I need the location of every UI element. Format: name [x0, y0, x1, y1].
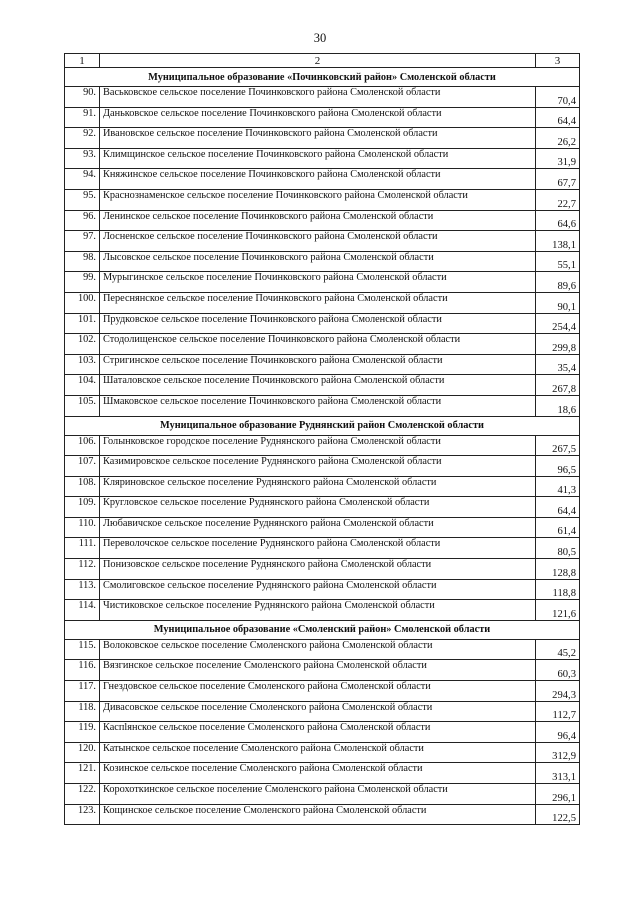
row-number: 97. [65, 231, 100, 252]
settlement-name: Кругловское сельское поселение Руднянского района Смоленской области [100, 497, 536, 518]
row-number: 94. [65, 169, 100, 190]
table-row [65, 456, 580, 477]
section-title: Муниципальное образование «Смоленский район» Смоленской области [65, 620, 580, 639]
table-row [65, 784, 580, 805]
row-value: 254,4 [536, 313, 580, 334]
table-row [65, 272, 580, 293]
section-title: Муниципальное образование «Починковский район» Смоленской области [65, 68, 580, 87]
row-value: 294,3 [536, 681, 580, 702]
row-value: 90,1 [536, 292, 580, 313]
row-value: 96,4 [536, 722, 580, 743]
section-header-row [65, 68, 580, 87]
row-number: 123. [65, 804, 100, 825]
table-row [65, 292, 580, 313]
row-value: 118,8 [536, 579, 580, 600]
table-row [65, 87, 580, 108]
settlement-name: Катынское сельское поселение Смоленского района Смоленской области [100, 742, 536, 763]
table-row [65, 722, 580, 743]
settlement-name: Лосненское сельское поселение Починковского района Смоленской области [100, 231, 536, 252]
row-value: 60,3 [536, 660, 580, 681]
settlement-name: Ленинское сельское поселение Починковского района Смоленской области [100, 210, 536, 231]
row-value: 64,4 [536, 107, 580, 128]
table-row [65, 107, 580, 128]
row-number: 92. [65, 128, 100, 149]
settlement-name: Шаталовское сельское поселение Починковского района Смоленской области [100, 375, 536, 396]
row-value: 31,9 [536, 148, 580, 169]
table-row [65, 476, 580, 497]
table-row [65, 600, 580, 621]
row-value: 299,8 [536, 334, 580, 355]
table-row [65, 435, 580, 456]
table-row [65, 763, 580, 784]
row-value: 89,6 [536, 272, 580, 293]
table-row [65, 681, 580, 702]
table-row [65, 231, 580, 252]
row-number: 105. [65, 395, 100, 416]
row-number: 96. [65, 210, 100, 231]
row-value: 70,4 [536, 87, 580, 108]
settlement-name: Прудковское сельское поселение Починковского района Смоленской области [100, 313, 536, 334]
row-value: 55,1 [536, 251, 580, 272]
row-number: 114. [65, 600, 100, 621]
settlement-name: Стригинское сельское поселение Починковского района Смоленской области [100, 354, 536, 375]
row-value: 64,4 [536, 497, 580, 518]
table-row [65, 128, 580, 149]
section-header-row [65, 620, 580, 639]
row-value: 64,6 [536, 210, 580, 231]
table-row [65, 148, 580, 169]
table-row [65, 701, 580, 722]
row-value: 138,1 [536, 231, 580, 252]
row-number: 116. [65, 660, 100, 681]
row-value: 22,7 [536, 189, 580, 210]
row-number: 113. [65, 579, 100, 600]
page-number: 30 [313, 31, 327, 45]
settlement-name: Вязгинское сельское поселение Смоленского района Смоленской области [100, 660, 536, 681]
column-header-1: 1 [65, 54, 100, 68]
table-row [65, 497, 580, 518]
table-row [65, 660, 580, 681]
row-number: 121. [65, 763, 100, 784]
table-row [65, 538, 580, 559]
row-number: 110. [65, 517, 100, 538]
settlement-name: Чистиковское сельское поселение Руднянского района Смоленской области [100, 600, 536, 621]
row-value: 313,1 [536, 763, 580, 784]
row-number: 90. [65, 87, 100, 108]
row-number: 118. [65, 701, 100, 722]
row-number: 112. [65, 559, 100, 580]
row-number: 115. [65, 639, 100, 660]
settlement-name: Голынковское городское поселение Руднянского района Смоленской области [100, 435, 536, 456]
row-value: 122,5 [536, 804, 580, 825]
row-number: 95. [65, 189, 100, 210]
section-title: Муниципальное образование Руднянский район Смоленской области [65, 416, 580, 435]
table-row [65, 210, 580, 231]
column-header-3: 3 [536, 54, 580, 68]
row-value: 128,8 [536, 559, 580, 580]
settlement-name: Понизовское сельское поселение Руднянского района Смоленской области [100, 559, 536, 580]
row-value: 67,7 [536, 169, 580, 190]
settlement-name: Лысовское сельское поселение Починковского района Смоленской области [100, 251, 536, 272]
row-value: 112,7 [536, 701, 580, 722]
row-number: 120. [65, 742, 100, 763]
settlement-name: Васьковское сельское поселение Починковского района Смоленской области [100, 87, 536, 108]
row-number: 101. [65, 313, 100, 334]
table-row [65, 517, 580, 538]
row-value: 296,1 [536, 784, 580, 805]
table-row [65, 395, 580, 416]
row-number: 98. [65, 251, 100, 272]
settlement-name: Кляриновское сельское поселение Руднянского района Смоленской области [100, 476, 536, 497]
table-row [65, 313, 580, 334]
row-value: 18,6 [536, 395, 580, 416]
settlement-name: Переволочское сельское поселение Руднянского района Смоленской области [100, 538, 536, 559]
table-row [65, 251, 580, 272]
settlement-name: Стодолищенское сельское поселение Починковского района Смоленской области [100, 334, 536, 355]
row-number: 109. [65, 497, 100, 518]
table-row [65, 559, 580, 580]
row-number: 93. [65, 148, 100, 169]
row-value: 41,3 [536, 476, 580, 497]
table-body [65, 54, 580, 825]
row-number: 108. [65, 476, 100, 497]
row-number: 122. [65, 784, 100, 805]
table-row [65, 579, 580, 600]
settlement-name: Княжинское сельское поселение Починковского района Смоленской области [100, 169, 536, 190]
row-value: 312,9 [536, 742, 580, 763]
settlement-name: Козинское сельское поселение Смоленского района Смоленской области [100, 763, 536, 784]
row-value: 80,5 [536, 538, 580, 559]
settlement-name: Корохоткинское сельское поселение Смоленского района Смоленской области [100, 784, 536, 805]
table-row [65, 639, 580, 660]
row-number: 103. [65, 354, 100, 375]
row-value: 61,4 [536, 517, 580, 538]
row-value: 45,2 [536, 639, 580, 660]
table-row [65, 189, 580, 210]
row-value: 96,5 [536, 456, 580, 477]
settlement-name: Переснянское сельское поселение Починковского района Смоленской области [100, 292, 536, 313]
settlement-name: Климщинское сельское поселение Починковского района Смоленской области [100, 148, 536, 169]
settlement-name: Каспlянское сельское поселение Смоленского района Смоленской области [100, 722, 536, 743]
row-number: 104. [65, 375, 100, 396]
settlement-name: Дивасовское сельское поселение Смоленского района Смоленской области [100, 701, 536, 722]
row-number: 117. [65, 681, 100, 702]
row-number: 111. [65, 538, 100, 559]
row-value: 267,5 [536, 435, 580, 456]
table-row [65, 375, 580, 396]
settlement-name: Даньковское сельское поселение Починковского района Смоленской области [100, 107, 536, 128]
settlement-name: Краснознаменское сельское поселение Починковского района Смоленской области [100, 189, 536, 210]
settlement-name: Смолиговское сельское поселение Руднянского района Смоленской области [100, 579, 536, 600]
settlement-name: Мурыгинское сельское поселение Починковского района Смоленской области [100, 272, 536, 293]
table-row [65, 804, 580, 825]
settlement-name: Кощинское сельское поселение Смоленского района Смоленской области [100, 804, 536, 825]
section-header-row [65, 416, 580, 435]
column-header-row [65, 54, 580, 68]
row-number: 106. [65, 435, 100, 456]
row-value: 121,6 [536, 600, 580, 621]
table-row [65, 354, 580, 375]
settlement-name: Шмаковское сельское поселение Починковского района Смоленской области [100, 395, 536, 416]
row-number: 91. [65, 107, 100, 128]
table-row [65, 334, 580, 355]
settlement-name: Казимировское сельское поселение Руднянского района Смоленской области [100, 456, 536, 477]
settlement-name: Любавичское сельское поселение Руднянского района Смоленской области [100, 517, 536, 538]
settlement-name: Ивановское сельское поселение Починковского района Смоленской области [100, 128, 536, 149]
settlement-name: Волоковское сельское поселение Смоленского района Смоленской области [100, 639, 536, 660]
column-header-2: 2 [100, 54, 536, 68]
data-table [64, 53, 580, 825]
settlement-name: Гнездовское сельское поселение Смоленского района Смоленской области [100, 681, 536, 702]
row-number: 99. [65, 272, 100, 293]
row-number: 119. [65, 722, 100, 743]
row-value: 267,8 [536, 375, 580, 396]
row-number: 107. [65, 456, 100, 477]
row-value: 26,2 [536, 128, 580, 149]
row-value: 35,4 [536, 354, 580, 375]
table-row [65, 169, 580, 190]
table-row [65, 742, 580, 763]
row-number: 102. [65, 334, 100, 355]
row-number: 100. [65, 292, 100, 313]
